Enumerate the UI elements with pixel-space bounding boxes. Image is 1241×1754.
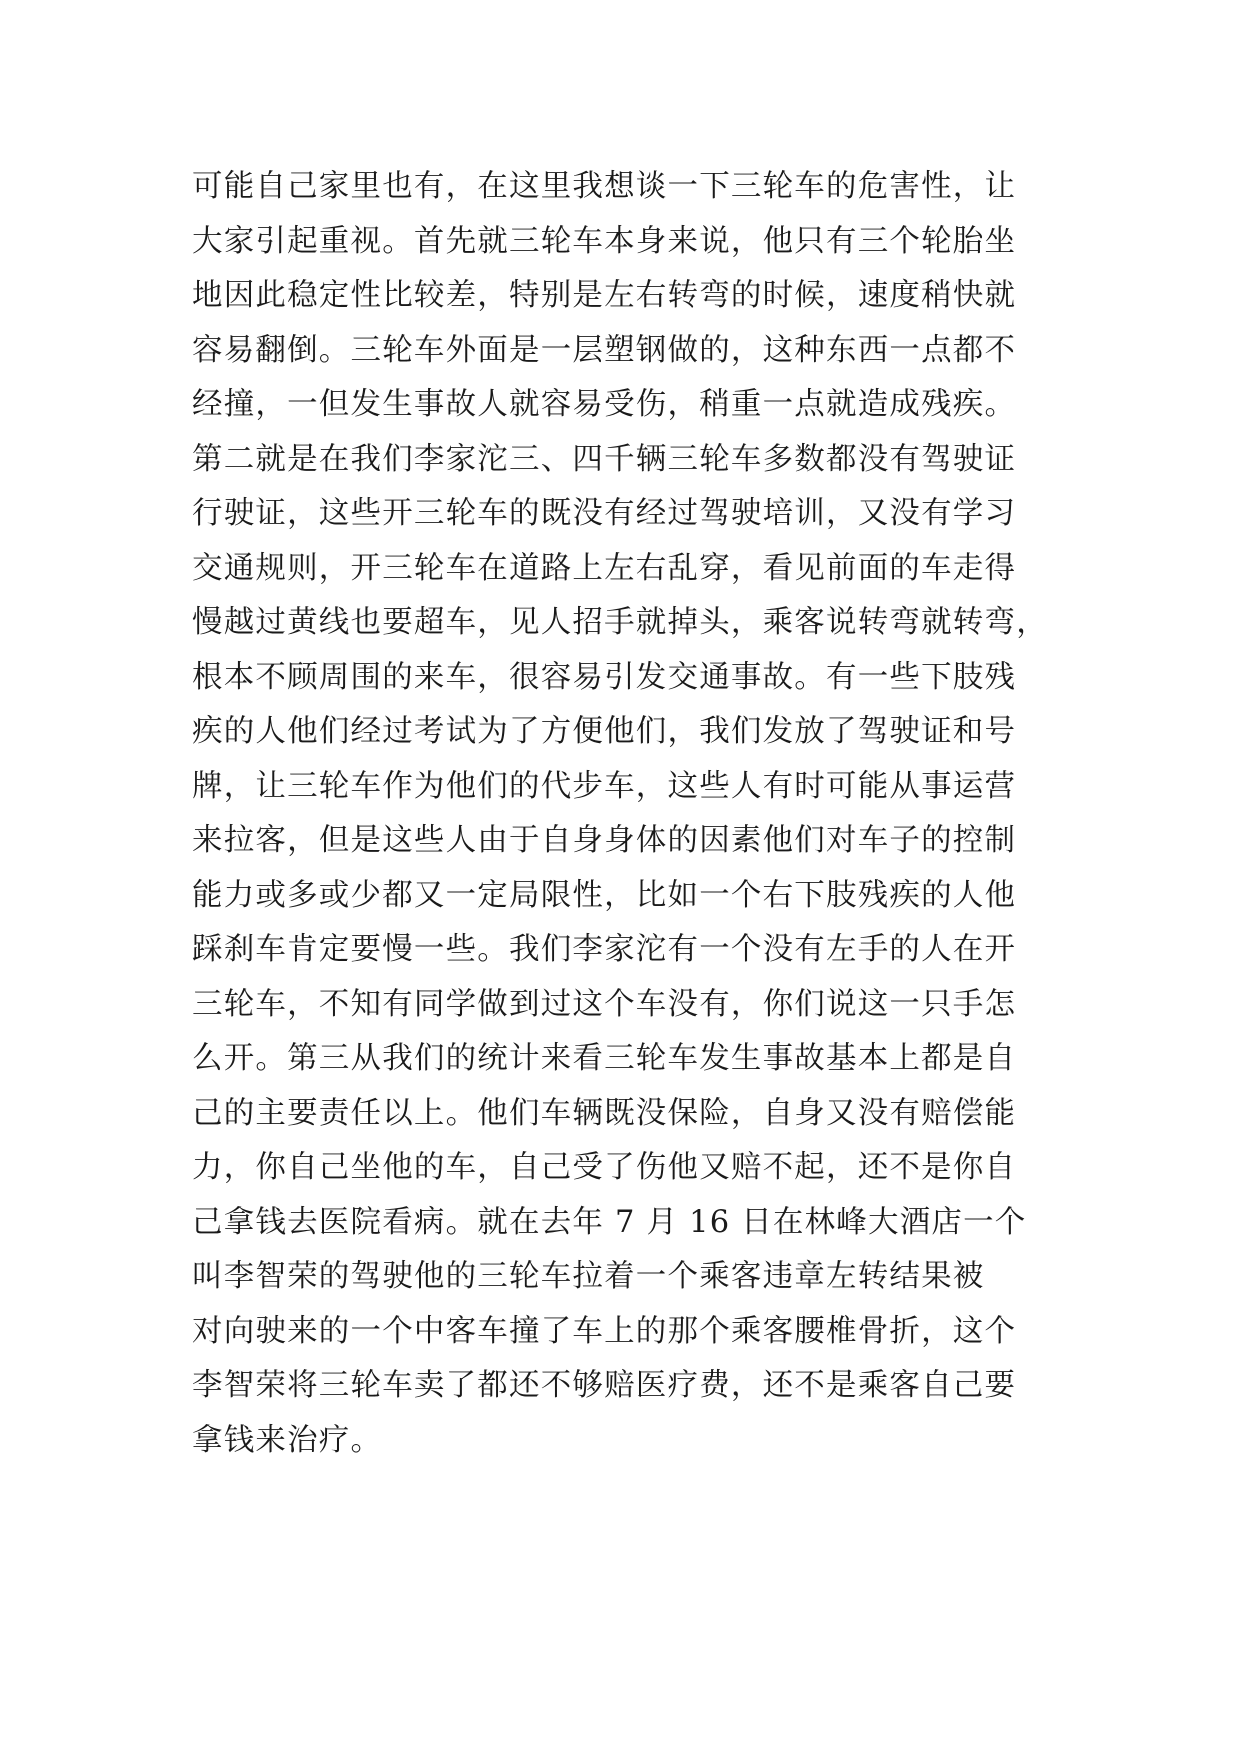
text-line: 么开。第三从我们的统计来看三轮车发生事故基本上都是自	[192, 1041, 1017, 1076]
text-line: 己的主要责任以上。他们车辆既没保险，自身又没有赔偿能	[192, 1095, 1017, 1131]
text-line: 大家引起重视。首先就三轮车本身来说，他只有三个轮胎坐	[192, 223, 1017, 259]
text-line: 叫李智荣的驾驶他的三轮车拉着一个乘客违章左转结果被	[192, 1259, 985, 1294]
text-line: 来拉客，但是这些人由于自身身体的因素他们对车子的控制	[192, 823, 1017, 858]
text-line: 第二就是在我们李家沱三、四千辆三轮车多数都没有驾驶证	[192, 441, 1017, 477]
text-line: 慢越过黄线也要超车，见人招手就掉头，乘客说转弯就转弯，	[192, 605, 1048, 640]
text-line: 疾的人他们经过考试为了方便他们，我们发放了驾驶证和号	[192, 714, 1017, 749]
text-line: 己拿钱去医院看病。就在去年 7 月 16 日在林峰大酒店一个	[192, 1204, 1027, 1240]
text-line: 容易翻倒。三轮车外面是一层塑钢做的，这种东西一点都不	[192, 332, 1017, 368]
text-line: 力，你自己坐他的车，自己受了伤他又赔不起，还不是你自	[192, 1150, 1017, 1185]
text-line: 李智荣将三轮车卖了都还不够赔医疗费，还不是乘客自己要	[192, 1368, 1017, 1403]
text-line: 对向驶来的一个中客车撞了车上的那个乘客腰椎骨折，这个	[192, 1313, 1017, 1349]
text-line: 可能自己家里也有，在这里我想谈一下三轮车的危害性，让	[192, 169, 1017, 204]
text-line: 经撞，一但发生事故人就容易受伤，稍重一点就造成残疾。	[192, 387, 1017, 422]
text-line: 三轮车，不知有同学做到过这个车没有，你们说这一只手怎	[192, 986, 1017, 1022]
text-line: 能力或多或少都又一定局限性，比如一个右下肢残疾的人他	[192, 877, 1017, 913]
text-line: 牌，让三轮车作为他们的代步车，这些人有时可能从事运营	[192, 768, 1017, 804]
text-line: 交通规则，开三轮车在道路上左右乱穿，看见前面的车走得	[192, 550, 1017, 586]
text-line: 地因此稳定性比较差，特别是左右转弯的时候，速度稍快就	[192, 278, 1017, 313]
text-line: 拿钱来治疗。	[192, 1422, 383, 1458]
text-line: 踩刹车肯定要慢一些。我们李家沱有一个没有左手的人在开	[192, 932, 1017, 967]
text-line: 根本不顾周围的来车，很容易引发交通事故。有一些下肢残	[192, 659, 1017, 695]
body-paragraph	[192, 160, 1072, 1468]
text-line: 行驶证，这些开三轮车的既没有经过驾驶培训，又没有学习	[192, 496, 1017, 531]
